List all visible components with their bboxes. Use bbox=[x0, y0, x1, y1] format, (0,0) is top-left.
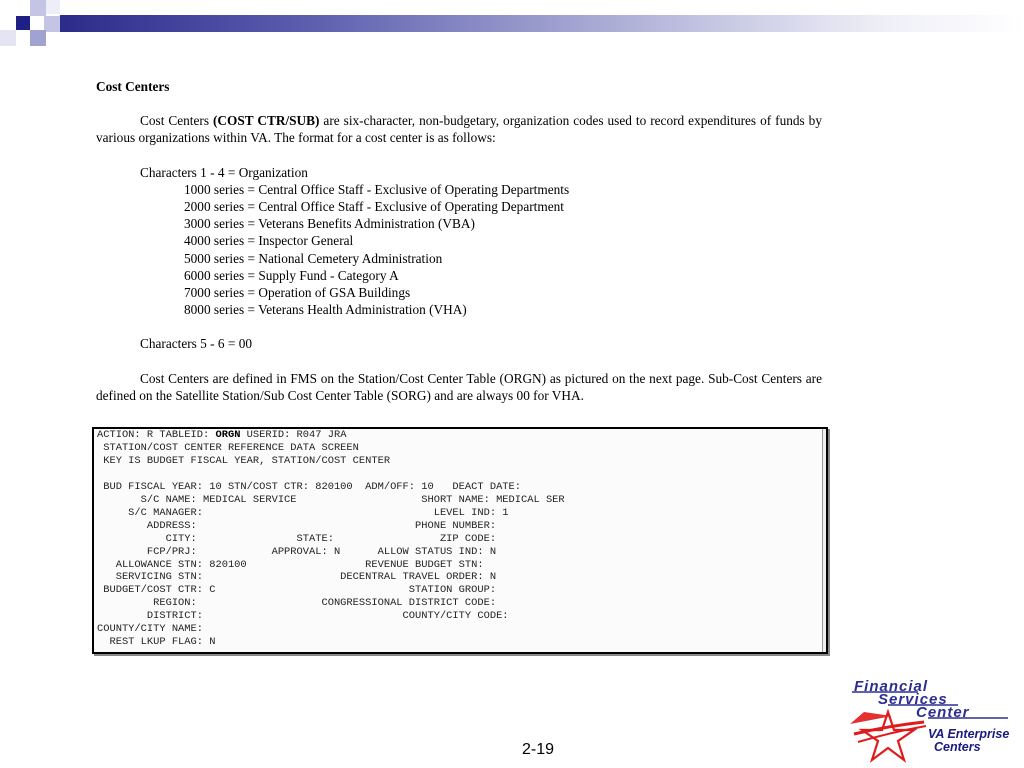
screen-line: DISTRICT: COUNTY/CITY CODE: bbox=[97, 610, 509, 623]
screen-line: ADDRESS: PHONE NUMBER: bbox=[97, 519, 497, 532]
screen-line: CITY: STATE: ZIP CODE: bbox=[97, 532, 497, 545]
logo-text-va-enterprise: VA Enterprise bbox=[928, 727, 1010, 741]
orgn-screen-capture bbox=[92, 427, 828, 654]
fsc-logo bbox=[848, 676, 1020, 766]
screen-line: ALLOWANCE STN: 820100 REVENUE BUDGET STN: bbox=[97, 558, 484, 571]
header-square bbox=[30, 30, 46, 46]
document-body bbox=[96, 78, 822, 404]
screen-line: S/C MANAGER: LEVEL IND: 1 bbox=[97, 506, 509, 519]
series-item: 2000 series = Central Office Staff - Exclusive of Operating Department bbox=[184, 199, 564, 215]
logo-text-financial: Financial bbox=[854, 678, 929, 695]
series-item: 8000 series = Veterans Health Administration (VHA) bbox=[184, 302, 467, 318]
closing-paragraph: Cost Centers are defined in FMS on the Station/Cost Center Table (ORGN) as pictured on the next page. Sub-Cost Centers are defined on the Satellite Station/Sub Cost Center Table (SORG) and are always 00 for VHA. bbox=[96, 370, 822, 403]
series-item: 6000 series = Supply Fund - Category A bbox=[184, 267, 399, 283]
screen-line: REST LKUP FLAG: N bbox=[97, 636, 216, 649]
chars-5-6-line: Characters 5 - 6 = 00 bbox=[140, 336, 252, 352]
logo-text-center: Center bbox=[916, 704, 970, 721]
screen-line: STATION/COST CENTER REFERENCE DATA SCREEN bbox=[97, 441, 359, 454]
header-square bbox=[46, 0, 60, 14]
screen-line bbox=[97, 468, 826, 481]
chars-1-4-line: Characters 1 - 4 = Organization bbox=[140, 164, 308, 180]
header-square bbox=[30, 0, 46, 16]
intro-prefix: Cost Centers bbox=[140, 113, 213, 129]
screen-line: SERVICING STN: DECENTRAL TRAVEL ORDER: N bbox=[97, 571, 497, 584]
screen-line: S/C NAME: MEDICAL SERVICE SHORT NAME: MEDICAL SER bbox=[97, 493, 565, 506]
screen-right-edge bbox=[822, 429, 826, 652]
screen-line: BUDGET/COST CTR: C STATION GROUP: bbox=[97, 584, 497, 597]
screen-line: REGION: CONGRESSIONAL DISTRICT CODE: bbox=[97, 597, 497, 610]
series-item: 1000 series = Central Office Staff - Exclusive of Operating Departments bbox=[184, 181, 570, 197]
intro-suffix: are six-character, non-budgetary, organization codes used to record expenditures of funds by various organizations within VA. The format for a cost center is as follows: bbox=[96, 113, 822, 146]
screen-action-line: ACTION: R TABLEID: ORGN USERID: R047 JRA bbox=[97, 429, 347, 441]
header-gradient-bar bbox=[60, 15, 1024, 32]
screen-line: COUNTY/CITY NAME: bbox=[97, 623, 204, 636]
header-square bbox=[0, 30, 16, 46]
series-item: 3000 series = Veterans Benefits Administration (VBA) bbox=[184, 216, 475, 232]
screen-text bbox=[94, 429, 826, 649]
header-square bbox=[16, 16, 30, 30]
page-number: 2-19 bbox=[521, 741, 555, 758]
series-item: 5000 series = National Cemetery Administration bbox=[184, 250, 443, 266]
screen-line: KEY IS BUDGET FISCAL YEAR, STATION/COST CENTER bbox=[97, 454, 391, 467]
logo-text-centers: Centers bbox=[934, 740, 981, 754]
series-item: 4000 series = Inspector General bbox=[184, 233, 354, 249]
table-id: ORGN bbox=[215, 429, 241, 441]
screen-line: BUD FISCAL YEAR: 10 STN/COST CTR: 820100 ADM/OFF: 10 DEACT DATE: bbox=[97, 480, 522, 493]
header-square bbox=[44, 16, 60, 32]
section-heading: Cost Centers bbox=[96, 79, 170, 94]
intro-paragraph bbox=[96, 112, 822, 146]
series-item: 7000 series = Operation of GSA Buildings bbox=[184, 285, 411, 301]
intro-bold-code: (COST CTR/SUB) bbox=[212, 113, 320, 129]
logo-text-services: Services bbox=[878, 691, 948, 708]
screen-line: FCP/PRJ: APPROVAL: N ALLOW STATUS IND: N bbox=[97, 545, 497, 558]
